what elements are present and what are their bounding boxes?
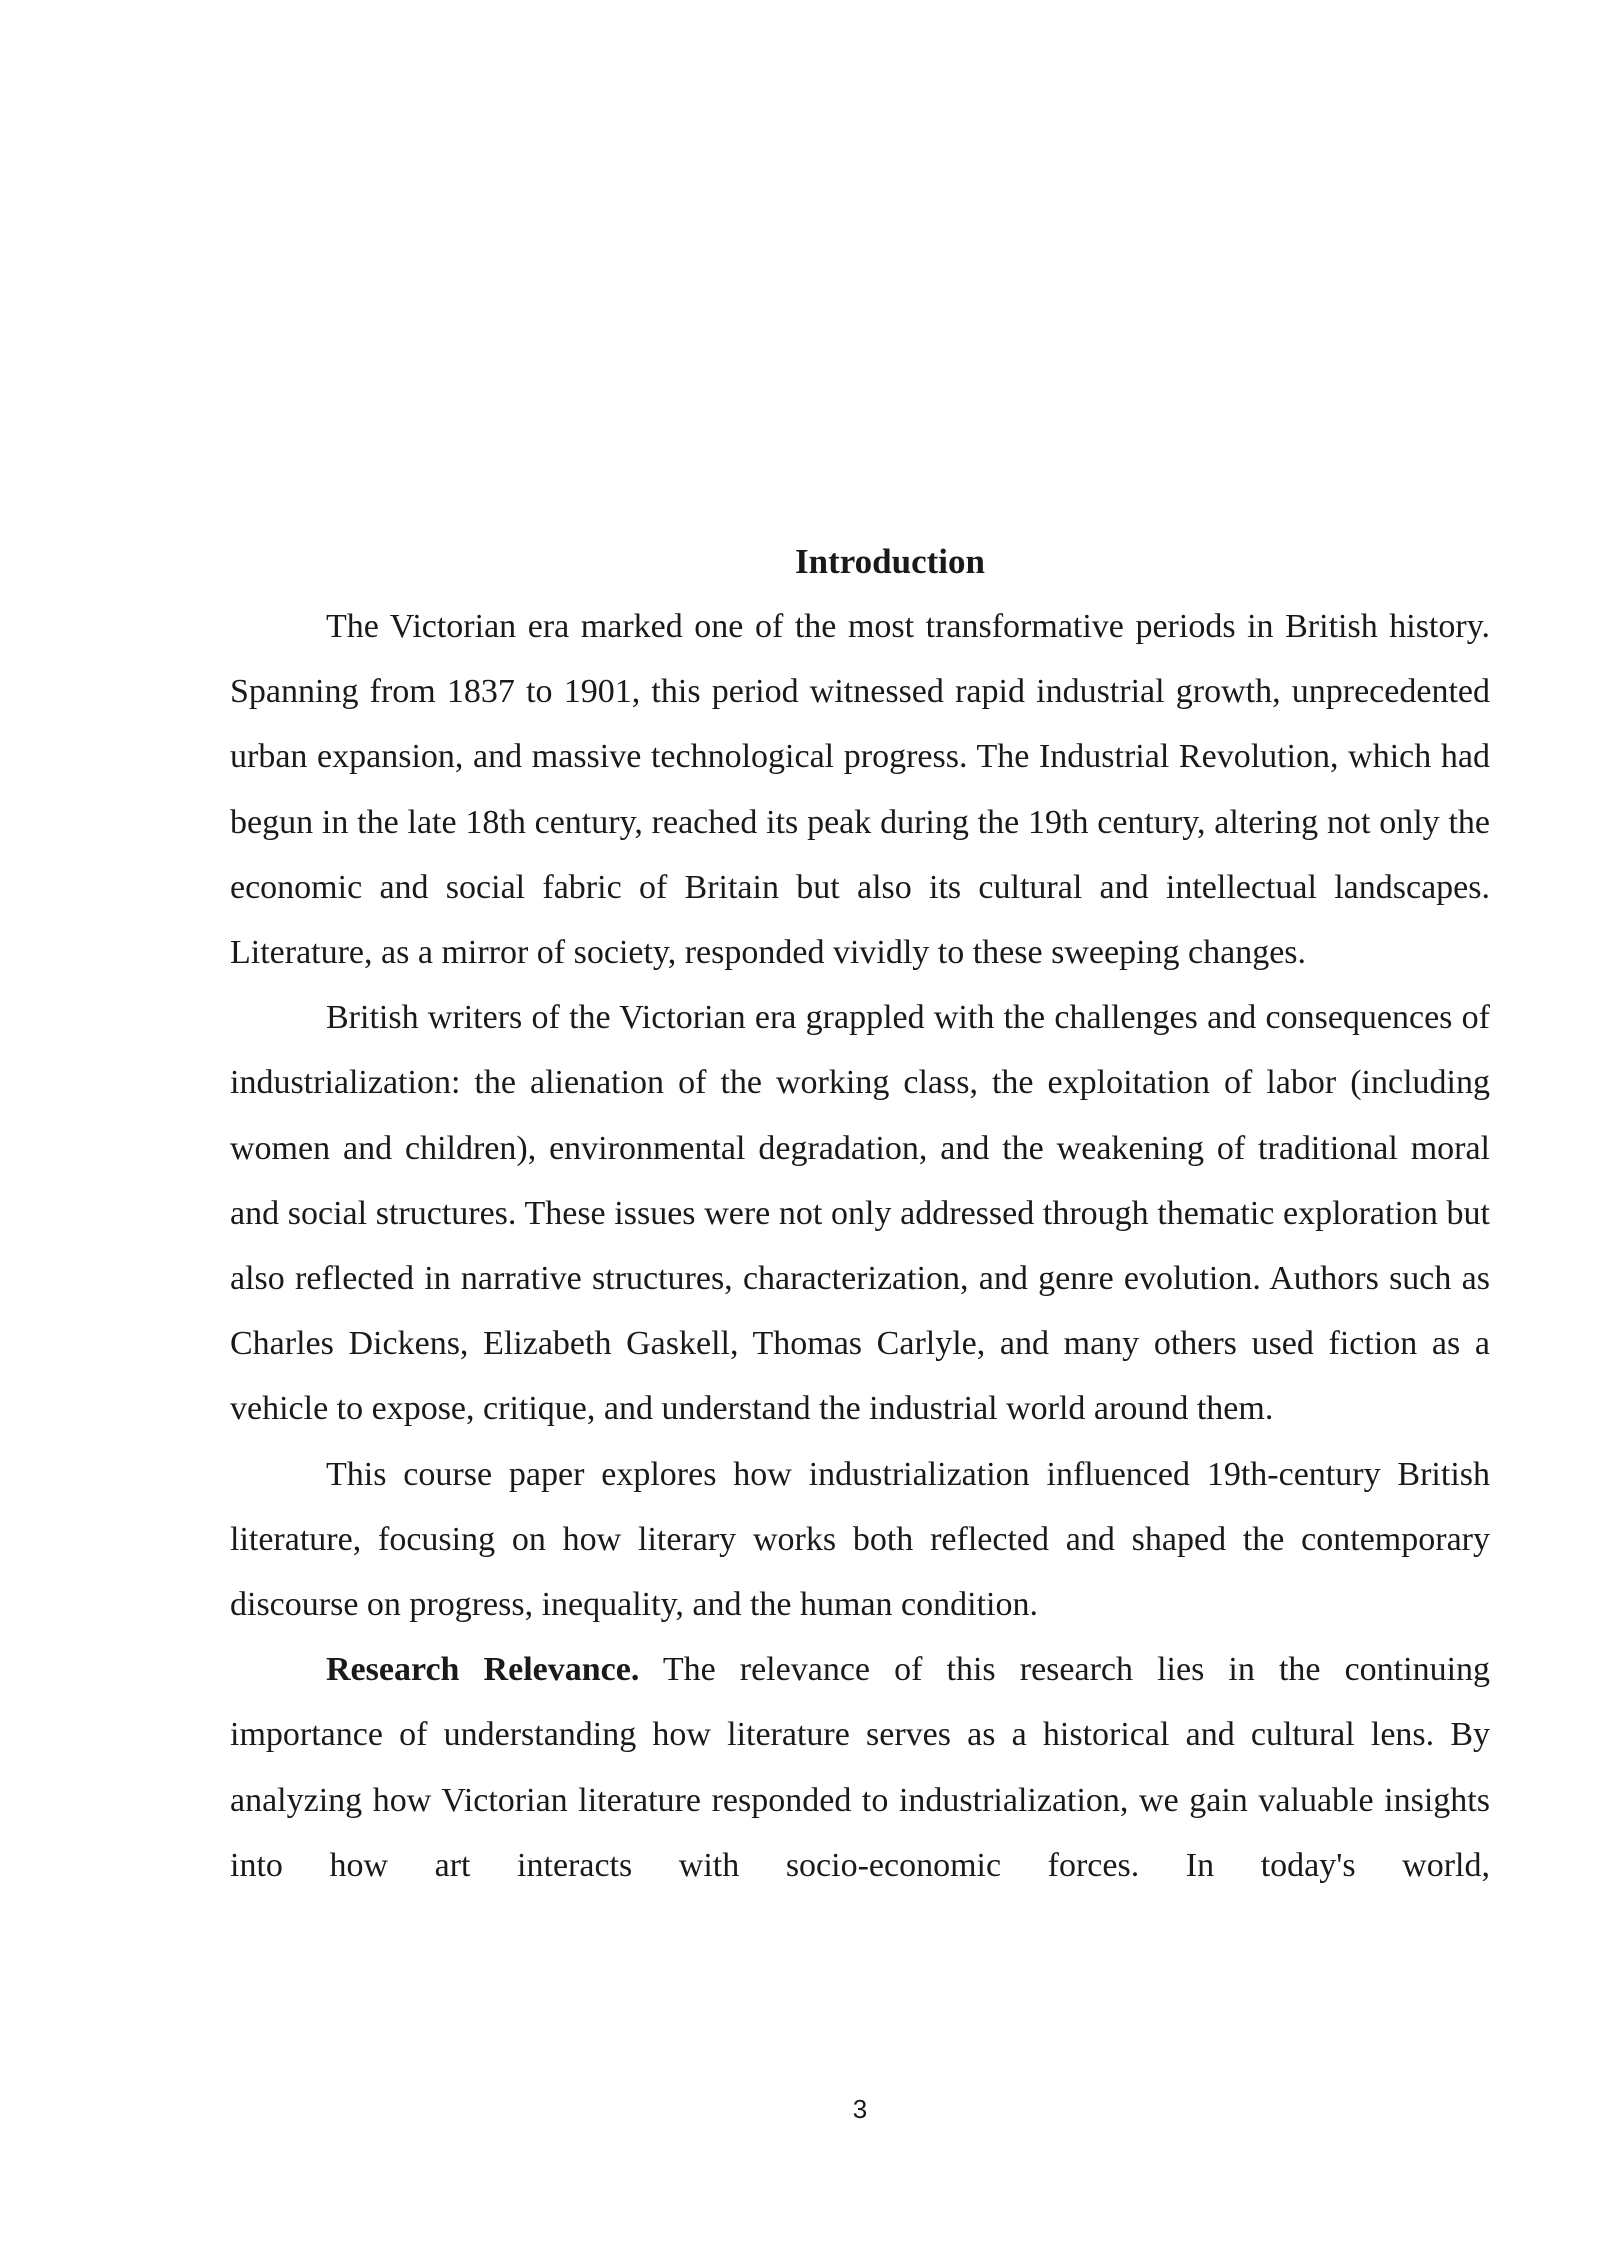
section-heading: Introduction bbox=[795, 542, 985, 581]
paragraph-course-paper bbox=[230, 1442, 1490, 1638]
research-relevance-label: Research Relevance. bbox=[326, 1651, 640, 1689]
paragraph-text: British writers of the Victorian era grappled with the challenges and consequences of industrialization: the alienation of the working class, the exploitation of labor (including women and children), environmental degradation, and the weakening of traditional moral and social structures. These issues were not only addressed through thematic exploration but also reflected in narrative structures, characterization, and genre evolution. Authors such as Charles Dickens, Elizabeth Gaskell, Thomas Carlyle, and many others used fiction as a vehicle to expose, critique, and understand the industrial world around them. bbox=[230, 999, 1490, 1428]
paragraph-text: This course paper explores how industrialization influenced 19th-century British literature, focusing on how literary works both reflected and shaped the contemporary discourse on progress, inequality, and the human condition. bbox=[230, 1455, 1490, 1624]
paragraph-text: The Victorian era marked one of the most transformative periods in British history. Spanning from 1837 to 1901, this period witnessed rapid industrial growth, unprecedented urban expansion, and massive technological progress. The Industrial Revolution, which had begun in the late 18th century, reached its peak during the 19th century, altering not only the economic and social fabric of Britain but also its cultural and intellectual landscapes. Literature, as a mirror of society, responded vividly to these sweeping changes. bbox=[230, 608, 1490, 972]
paragraph-victorian-era bbox=[230, 594, 1490, 985]
paragraph-text: The relevance of this research lies in the continuing importance of understanding how literature serves as a historical and cultural lens. By analyzing how Victorian literature responded to industrialization, we gain valuable insights into how art interacts with socio-economic forces. In today's world, bbox=[230, 1651, 1491, 1884]
paragraph-british-writers bbox=[230, 985, 1490, 1441]
paragraph-research-relevance bbox=[230, 1637, 1490, 1898]
document-body bbox=[230, 540, 1490, 1898]
page-number: 3 bbox=[852, 2094, 868, 2124]
